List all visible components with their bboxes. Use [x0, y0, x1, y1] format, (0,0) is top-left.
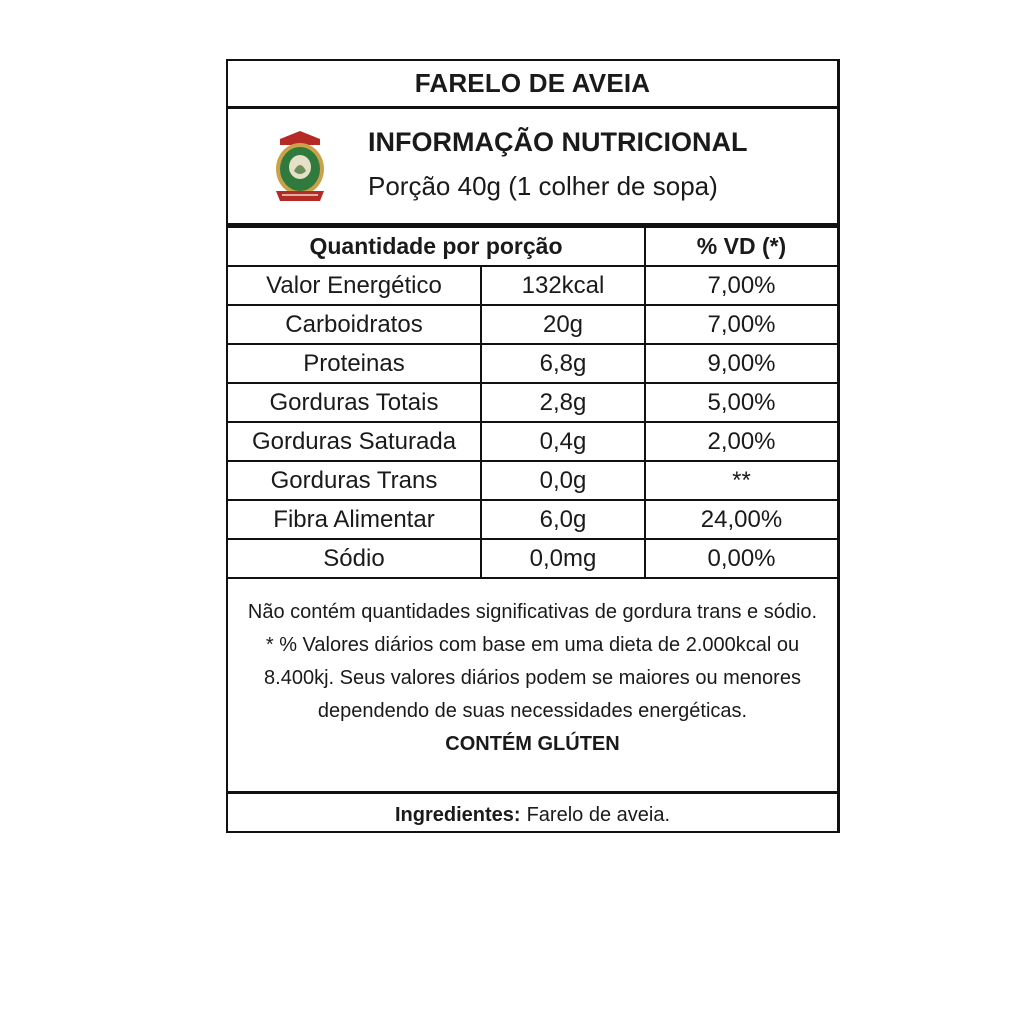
nutrient-vd: 7,00%: [645, 305, 837, 344]
nutrient-vd: 2,00%: [645, 422, 837, 461]
nutrient-name: Gorduras Saturada: [228, 422, 481, 461]
nutrient-amount: 0,0g: [481, 461, 645, 500]
nutrient-amount: 20g: [481, 305, 645, 344]
nutrition-table: [228, 226, 837, 579]
table-header-row: [228, 227, 837, 266]
table-row: [228, 305, 837, 344]
nutrient-vd: 24,00%: [645, 500, 837, 539]
nutrition-notes: [228, 596, 837, 761]
brand-seal-icon: [272, 129, 328, 207]
note-line: Não contém quantidades significativas de gordura trans e sódio.: [247, 601, 818, 623]
nutrient-vd: 5,00%: [645, 383, 837, 422]
nutrition-label: [226, 59, 840, 833]
column-header-quantity: Quantidade por porção: [228, 227, 645, 266]
table-row: [228, 383, 837, 422]
nutrient-amount: 132kcal: [481, 266, 645, 305]
table-row: [228, 266, 837, 305]
nutrient-name: Valor Energético: [228, 266, 481, 305]
nutrient-vd: 7,00%: [645, 266, 837, 305]
note-line: * % Valores diários com base em uma dieta de 2.000kcal ou: [265, 634, 800, 656]
nutrient-vd: **: [645, 461, 837, 500]
column-header-vd: % VD (*): [645, 227, 837, 266]
nutrient-name: Gorduras Trans: [228, 461, 481, 500]
portion-size: Porção 40g (1 colher de sopa): [368, 171, 718, 201]
nutrient-name: Proteinas: [228, 344, 481, 383]
nutrition-header: [228, 109, 837, 226]
nutrient-amount: 2,8g: [481, 383, 645, 422]
table-row: [228, 461, 837, 500]
note-line: dependendo de suas necessidades energéticas.: [317, 700, 748, 722]
table-row: [228, 422, 837, 461]
nutrient-name: Gorduras Totais: [228, 383, 481, 422]
gluten-warning: CONTÉM GLÚTEN: [445, 733, 620, 755]
nutrient-name: Carboidratos: [228, 305, 481, 344]
note-line: 8.400kj. Seus valores diários podem se maiores ou menores: [264, 667, 801, 689]
nutrient-amount: 0,4g: [481, 422, 645, 461]
nutrient-name: Fibra Alimentar: [228, 500, 481, 539]
nutrient-amount: 6,0g: [481, 500, 645, 539]
table-row: [228, 539, 837, 578]
product-name: FARELO DE AVEIA: [228, 61, 837, 109]
ingredients-row: [228, 791, 837, 836]
table-row: [228, 500, 837, 539]
nutrient-amount: 6,8g: [481, 344, 645, 383]
nutrient-amount: 0,0mg: [481, 539, 645, 578]
table-row: [228, 344, 837, 383]
ingredients-value: Farelo de aveia.: [526, 803, 670, 826]
nutrient-vd: 9,00%: [645, 344, 837, 383]
ingredients-label: Ingredientes:: [395, 803, 521, 826]
nutrient-vd: 0,00%: [645, 539, 837, 578]
nutrition-info-title: INFORMAÇÃO NUTRICIONAL: [368, 127, 748, 157]
nutrient-name: Sódio: [228, 539, 481, 578]
